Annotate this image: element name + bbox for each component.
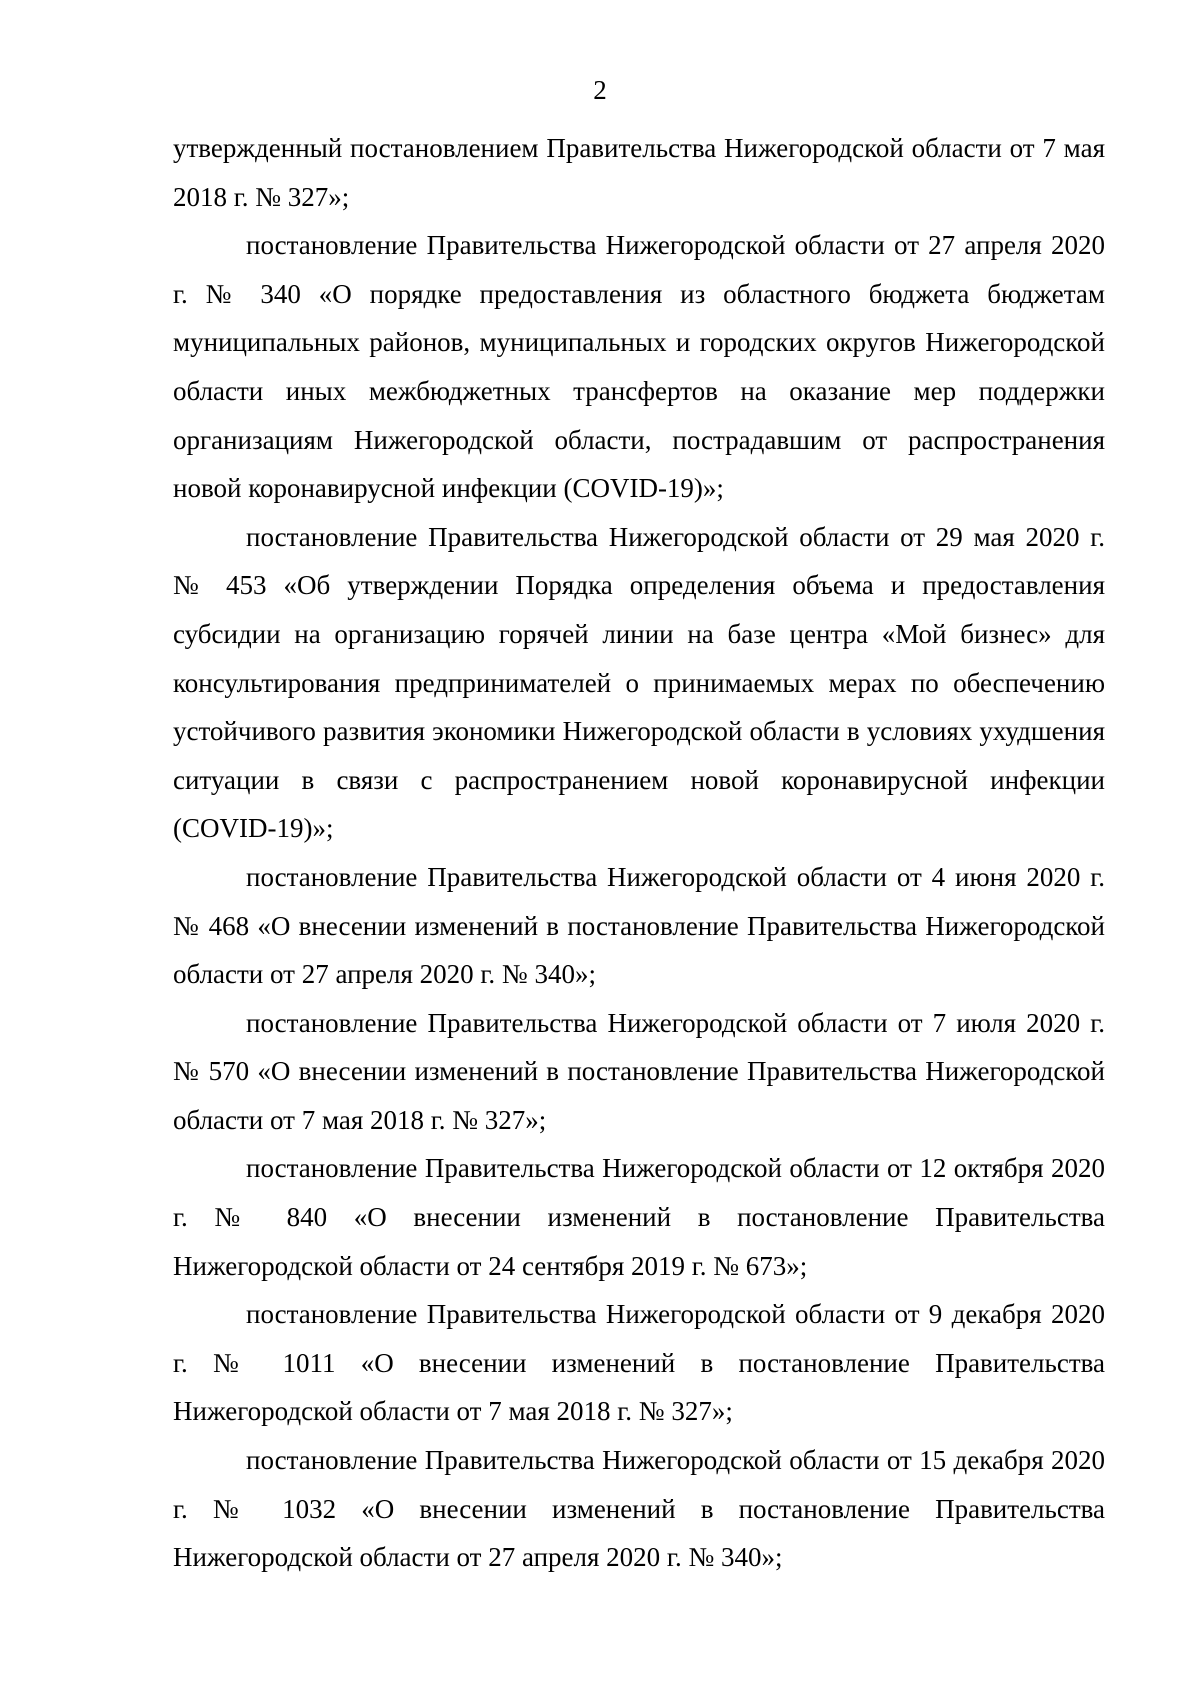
paragraph-resolution-340: постановление Правительства Нижегородской области от 27 апреля 2020 г. № 340 «О порядке предоставления из областного бюджета бюджетам муниципальных районов, муниципальных и городских округов Нижегородской области иных межбюджетных трансфертов на оказание мер поддержки организациям Нижегородской области, пострадавшим от распространения новой коронавирусной инфекции (COVID-19)»; (173, 230, 1105, 504)
document-body (173, 124, 1105, 1582)
paragraph-resolution-1032: постановление Правительства Нижегородской области от 15 декабря 2020 г. № 1032 «О внесении изменений в постановление Правительства Нижегородской области от 27 апреля 2020 г. № 340»; (173, 1445, 1105, 1573)
paragraph-resolution-840: постановление Правительства Нижегородской области от 12 октября 2020 г. № 840 «О внесении изменений в постановление Правительства Нижегородской области от 24 сентября 2019 г. № 673»; (173, 1153, 1105, 1281)
page-number: 2 (593, 75, 607, 105)
paragraph-resolution-570: постановление Правительства Нижегородской области от 7 июля 2020 г. № 570 «О внесении изменений в постановление Правительства Нижегородской области от 7 мая 2018 г. № 327»; (173, 1007, 1105, 1135)
paragraph-continuation: утвержденный постановлением Правительства Нижегородской области от 7 мая 2018 г. № 327»; (173, 133, 1105, 212)
paragraph-resolution-1011: постановление Правительства Нижегородской области от 9 декабря 2020 г. № 1011 «О внесении изменений в постановление Правительства Нижегородской области от 7 мая 2018 г. № 327»; (173, 1299, 1105, 1427)
paragraph-resolution-468: постановление Правительства Нижегородской области от 4 июня 2020 г. № 468 «О внесении изменений в постановление Правительства Нижегородской области от 27 апреля 2020 г. № 340»; (173, 861, 1105, 990)
paragraph-resolution-453: постановление Правительства Нижегородской области от 29 мая 2020 г. № 453 «Об утверждении Порядка определения объема и предоставления субсидии на организацию горячей линии на базе центра «Мой бизнес» для консультирования предпринимателей о принимаемых мерах по обеспечению устойчивого развития экономики Нижегородской области в условиях ухудшения ситуации в связи с распространением новой коронавирусной инфекции (COVID-19)»; (173, 521, 1105, 844)
